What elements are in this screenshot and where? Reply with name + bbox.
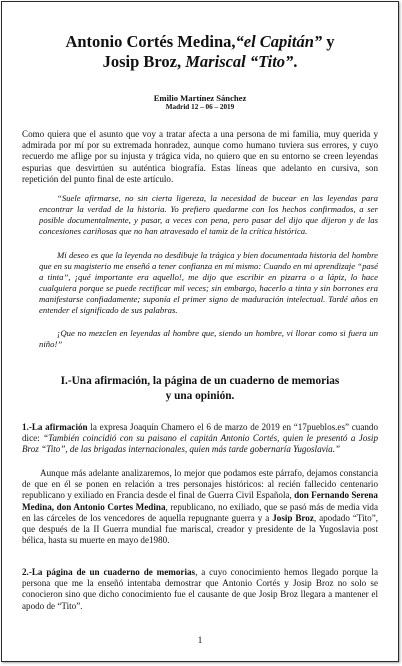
point-1-quote: “También coincidió con su paisano el capitán Antonio Cortés, quien le presentó a Josip Broz “Tito”, de las brigadas internacionales, quien más tarde gobernaría Yugoslavia.” — [22, 433, 378, 455]
author-name: Emilio Martínez Sánchez — [153, 93, 247, 103]
document-page — [1, 1, 399, 662]
point-1-continuation-a: Aunque más adelante analizaremos, lo mejor que podamos este párrafo, dejamos constancia de que en él se ponen en relación a tres personajes históricos: al recién fallecido centenario republicano y exiliado en Francia desde el final de Guerra Civil Española, — [22, 468, 378, 501]
title-line-1 — [22, 32, 378, 52]
intro-paragraph: Como quiera que el asunto que voy a tratar afecta a una persona de mi familia, muy querida y admirada por mí por su extremada honradez, aunque como humano tuviera sus errores, y cuyo recuerdo me aflige por su injusta y trágica vida, no quiero que en su entorno se creen leyendas espurias que desvirtúen su auténtica biografía. Estas líneas que adelanto en cursiva, son repetición del punto final de este artículo. — [22, 129, 378, 184]
title-end: . — [293, 52, 298, 71]
page-number: 1 — [197, 636, 203, 646]
section-heading-line-2: y una opinión. — [165, 390, 235, 402]
point-1-text: la expresa Joaquín Chamero el 6 de marzo de 2019 en “17pueblos.es” cuando dice: — [22, 422, 378, 444]
point-1-name-a: don Fernando Serena Medina, don Antonio Cortes Medina — [22, 490, 378, 512]
title-nickname-1: “el Capitán” — [235, 32, 323, 51]
point-2-lead: La página de un cuaderno de memorias — [31, 567, 196, 577]
title-nickname-2: Mariscal “Tito” — [185, 52, 294, 71]
point-1-continuation — [22, 468, 378, 546]
section-heading-line-1: I.-Una afirmación, la página de un cuaderno de memorias — [60, 375, 340, 387]
quote-paragraph-2: Mi deseo es que la leyenda no desdibuje la trágica y bien documentada historia del hombre que en su magisterio me enseñó a tener confianza en mí mismo: Cuando en mi aprendizaje “pasé a tinta”, ¡qué importante era aquello!, me dijo que escribir en pizarra o a lápiz, lo hace cualquiera porque se puede rectificar mil veces; sin embargo, hacerlo a tinta y sin borrones era manifestarse confiadamente; suponía el primer signo de maduración intelectual. Tardé años en entender el significado de sus palabras. — [39, 250, 378, 315]
title-name-1: Antonio Cortés Medina, — [65, 32, 236, 51]
title-line-2 — [22, 52, 378, 72]
point-1-number: 1.- — [22, 422, 32, 432]
quote-paragraph-1: “Suele afirmarse, no sin cierta ligereza, la necesidad de bucear en las leyendas para encontrar la verdad de la historia. Yo prefiero quedarme con los hechos confirmados, a ser posible documentalmente, y pasar, a veces con pena, pero pasar del dijo que dijeron y de las concesiones cariñosas que no han atravesado el tamiz de la crítica histórica. — [39, 193, 378, 236]
point-1-name-b: Josip Broz — [272, 512, 314, 523]
article-title — [22, 32, 378, 72]
point-2-paragraph — [22, 567, 378, 612]
point-1-lead: La afirmación — [31, 422, 88, 432]
point-2-number: 2.- — [22, 567, 32, 577]
article-date: Madrid 12 – 06 – 2019 — [165, 103, 235, 111]
section-heading — [22, 374, 378, 404]
title-conjunction: y — [322, 32, 335, 51]
point-1-paragraph — [22, 422, 378, 456]
point-1-continuation-c: , apodado “Tito”, que después de la II Guerra mundial fue mariscal, creador y presidente de la Yugoslavia post bélica, hasta su muerte en mayo de1980. — [22, 512, 379, 546]
point-2-text: , a cuyo conocimiento hemos llegado porque la persona que me la enseñó intentaba demostrar que Antonio Cortés y Josip Broz no solo se conocieron sino que dicho conocimiento fue el causante de que Josip Broz llegara a mantener el apodo de “Tito”. — [22, 567, 378, 611]
point-1-continuation-b: , republicano, no exiliado, que se pasó más de media vida en las cárceles de los vencedores de aquella repugnante guerra y a — [22, 501, 378, 523]
title-name-2: Josip Broz, — [102, 52, 186, 71]
quote-paragraph-3: ¡Que no mezclen en leyendas al hombre que, siendo un hombre, vi llorar como si fuera un niño!” — [39, 328, 378, 349]
